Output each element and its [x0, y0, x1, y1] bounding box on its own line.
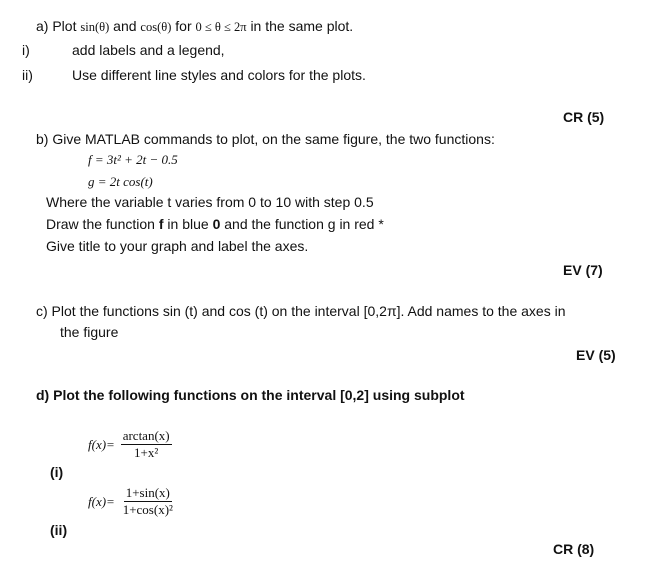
item-i-text: add labels and a legend, [72, 42, 225, 58]
part-a-mark: CR (5) [563, 109, 605, 125]
cos-theta-expression: cos(θ) [140, 20, 172, 34]
line2-pre: Draw the function [46, 216, 159, 232]
item-ii-text: Use different line styles and colors for the plots. [72, 67, 366, 83]
equation-f: f = 3t² + 2t − 0.5 [88, 152, 178, 167]
function-2-denominator: 1+cos(x)² [122, 502, 173, 517]
part-c-mark: EV (5) [576, 347, 616, 363]
part-d-mark: CR (8) [553, 541, 595, 557]
function-1-denominator: 1+x² [134, 445, 159, 460]
part-b-mark: EV (7) [563, 262, 603, 278]
part-c-line1: c) Plot the functions sin (t) and cos (t) on the interval [0,2π]. Add names to the axes in [36, 303, 566, 319]
and-word: and [113, 18, 137, 34]
function-2-fraction [121, 485, 175, 518]
function-2-numerator: 1+sin(x) [125, 485, 170, 500]
line2-mid: in blue [163, 216, 213, 232]
part-b-line2 [46, 215, 384, 233]
item-ii-number: ii) [22, 67, 33, 83]
line2-f: f [158, 216, 164, 232]
line2-o: 0 [212, 216, 221, 232]
function-2 [88, 485, 175, 518]
part-b-intro: b) Give MATLAB commands to plot, on the same figure, the two functions: [36, 131, 495, 147]
part-a-intro-prefix: a) Plot [36, 18, 77, 34]
part-b-line1: Where the variable t varies from 0 to 10 with step 0.5 [46, 194, 374, 210]
part-c-line2: the figure [60, 324, 119, 340]
part-b-line3: Give title to your graph and label the axes. [46, 238, 309, 254]
function-1 [88, 428, 172, 461]
for-word: for [175, 18, 192, 34]
equation-g: g = 2t cos(t) [88, 174, 153, 189]
sin-theta-expression: sin(θ) [80, 20, 110, 34]
theta-range: 0 ≤ θ ≤ 2π [195, 20, 247, 34]
item-i-number: i) [22, 42, 30, 58]
function-2-lhs: f(x)= [88, 493, 115, 509]
function-1-numerator: arctan(x) [122, 428, 170, 443]
part-d-intro: d) Plot the following functions on the interval [0,2] using subplot [36, 387, 465, 403]
function-1-lhs: f(x)= [88, 436, 115, 452]
part-a-question [36, 17, 353, 36]
part-a-suffix: in the same plot. [250, 18, 354, 34]
label-i: (i) [50, 464, 64, 480]
function-1-fraction [121, 428, 172, 461]
line2-post: and the function g in red * [220, 216, 384, 232]
label-ii: (ii) [50, 522, 68, 538]
